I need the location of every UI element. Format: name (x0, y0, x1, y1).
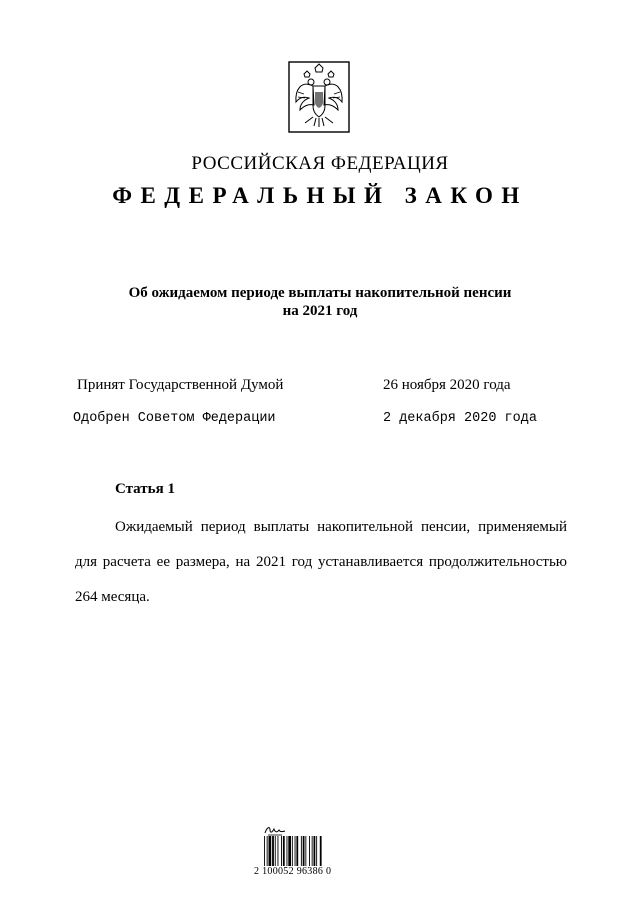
barcode-bar (292, 836, 293, 866)
barcode-bar (312, 836, 313, 866)
law-title (0, 284, 640, 320)
barcode-bar (269, 836, 272, 866)
barcode-bar (303, 836, 305, 866)
barcode-bar (309, 836, 310, 866)
barcode-bar (267, 836, 268, 866)
approved-date: 2 декабря 2020 года (383, 411, 537, 426)
barcode (264, 836, 344, 866)
barcode-bar (295, 836, 296, 866)
approved-by-council-label: Одобрен Советом Федерации (73, 411, 276, 426)
law-title-line-1: Об ожидаемом периоде выплаты накопительной пенсии (128, 285, 512, 301)
adopted-by-duma-label: Принят Государственной Думой (77, 377, 284, 393)
coat-of-arms-emblem (287, 60, 351, 134)
law-title-line-2: на 2021 год (282, 303, 358, 319)
document-type: ФЕДЕРАЛЬНЫЙ ЗАКОН (112, 183, 528, 208)
barcode-bar (301, 836, 302, 866)
adopted-date: 26 ноября 2020 года (383, 377, 511, 393)
barcode-bar (320, 836, 322, 866)
barcode-bar (287, 836, 288, 866)
barcode-bar (314, 836, 316, 866)
barcode-bar (305, 836, 306, 866)
barcode-bar (281, 836, 282, 866)
handwritten-signature-mark (263, 824, 287, 836)
article-heading: Статья 1 (115, 481, 175, 497)
barcode-bar (288, 836, 291, 866)
barcode-bar (272, 836, 274, 866)
barcode-bar (278, 836, 279, 866)
barcode-bar (264, 836, 265, 866)
barcode-number: 2 100052 96386 0 (254, 866, 332, 877)
barcode-bar (275, 836, 276, 866)
country-name: РОССИЙСКАЯ ФЕДЕРАЦИЯ (191, 153, 449, 174)
barcode-bar (296, 836, 298, 866)
barcode-bar (283, 836, 285, 866)
barcode-bar (316, 836, 317, 866)
article-text: Ожидаемый период выплаты накопительной пенсии, применяемый для расчета ее размера, на 2021 год устанавливается продолжительностью 264 месяца. (75, 519, 567, 605)
